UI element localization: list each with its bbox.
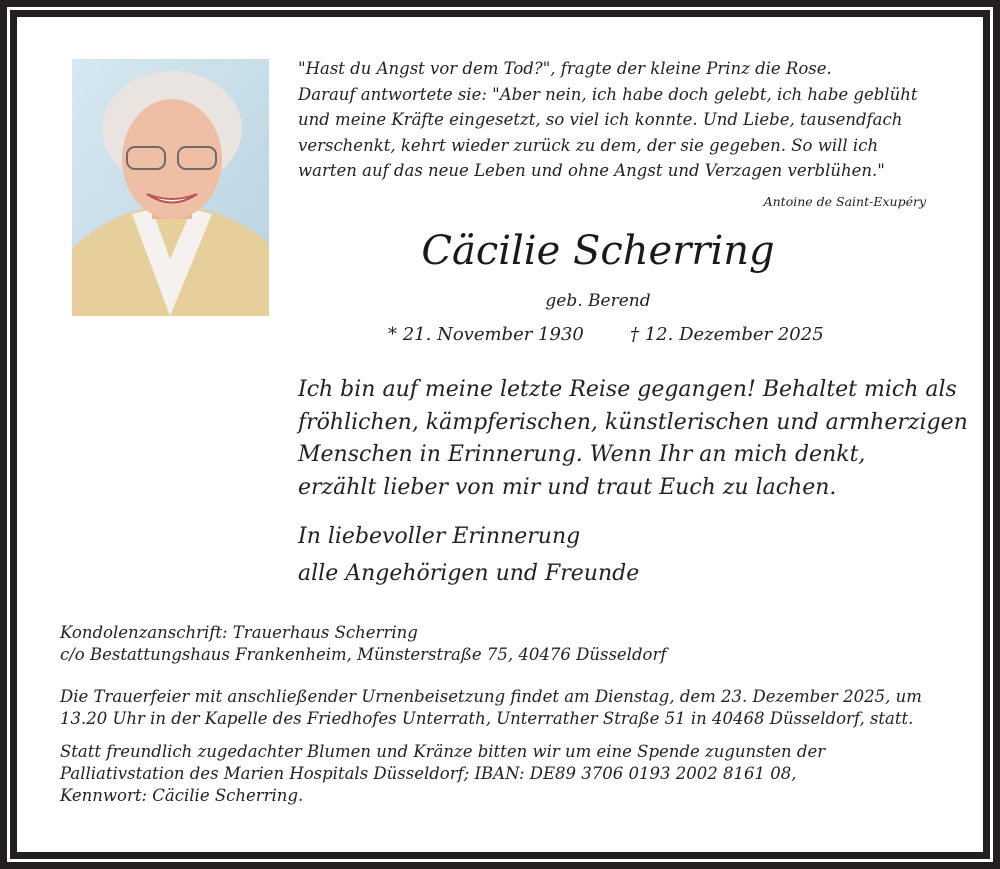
birth-date: * 21. November 1930 bbox=[388, 324, 584, 345]
personal-message bbox=[298, 374, 968, 504]
message-line: Ich bin auf meine letzte Reise gegangen! Behaltet mich als bbox=[298, 377, 957, 402]
quote-line: Darauf antwortete sie: "Aber nein, ich habe doch gelebt, ich habe geblüht bbox=[298, 84, 918, 104]
donation-line: Statt freundlich zugedachter Blumen und Kränze bitten wir um eine Spende zugunsten der bbox=[60, 742, 826, 761]
condolence-line: Kondolenzanschrift: Trauerhaus Scherring bbox=[60, 623, 418, 642]
signoff bbox=[298, 518, 639, 592]
message-line: fröhlichen, kämpferischen, künstlerischen und armherzigen bbox=[298, 409, 968, 435]
death-date: † 12. Dezember 2025 bbox=[630, 324, 824, 345]
quote bbox=[298, 56, 917, 184]
donation-line: Palliativstation des Marien Hospitals Düsseldorf; IBAN: DE89 3706 0193 2002 8161 08, bbox=[60, 764, 797, 783]
donation-info bbox=[60, 741, 825, 807]
ceremony-line: Die Trauerfeier mit anschließender Urnenbeisetzung findet am Dienstag, dem 23. Dezember 2025, um bbox=[60, 687, 922, 706]
portrait-photo bbox=[72, 59, 269, 316]
signoff-line: In liebevoller Erinnerung bbox=[298, 524, 581, 549]
quote-line: und meine Kräfte eingesetzt, so viel ich konnte. Und Liebe, tausendfach bbox=[298, 110, 903, 129]
deceased-name: Cäcilie Scherring bbox=[421, 228, 775, 274]
quote-line: verschenkt, kehrt wieder zurück zu dem, der sie gegeben. So will ich bbox=[298, 135, 879, 155]
message-line: Menschen in Erinnerung. Wenn Ihr an mich denkt, bbox=[298, 442, 866, 467]
signoff-line: alle Angehörigen und Freunde bbox=[298, 561, 640, 586]
donation-line: Kennwort: Cäcilie Scherring. bbox=[60, 786, 304, 805]
birth-name: geb. Berend bbox=[545, 291, 651, 311]
condolence-line: c/o Bestattungshaus Frankenheim, Münsterstraße 75, 40476 Düsseldorf bbox=[60, 645, 667, 664]
quote-line: warten auf das neue Leben und ohne Angst und Verzagen verblühen." bbox=[298, 161, 885, 180]
quote-author: Antoine de Saint-Exupéry bbox=[763, 194, 926, 209]
ceremony-line: 13.20 Uhr in der Kapelle des Friedhofes Unterrath, Unterrather Straße 51 in 40468 Düsseldorf, statt. bbox=[60, 709, 914, 728]
condolence-address bbox=[60, 622, 666, 666]
quote-line: "Hast du Angst vor dem Tod?", fragte der kleine Prinz die Rose. bbox=[298, 59, 832, 78]
ceremony-info bbox=[60, 686, 922, 730]
message-line: erzählt lieber von mir und traut Euch zu lachen. bbox=[298, 474, 837, 500]
